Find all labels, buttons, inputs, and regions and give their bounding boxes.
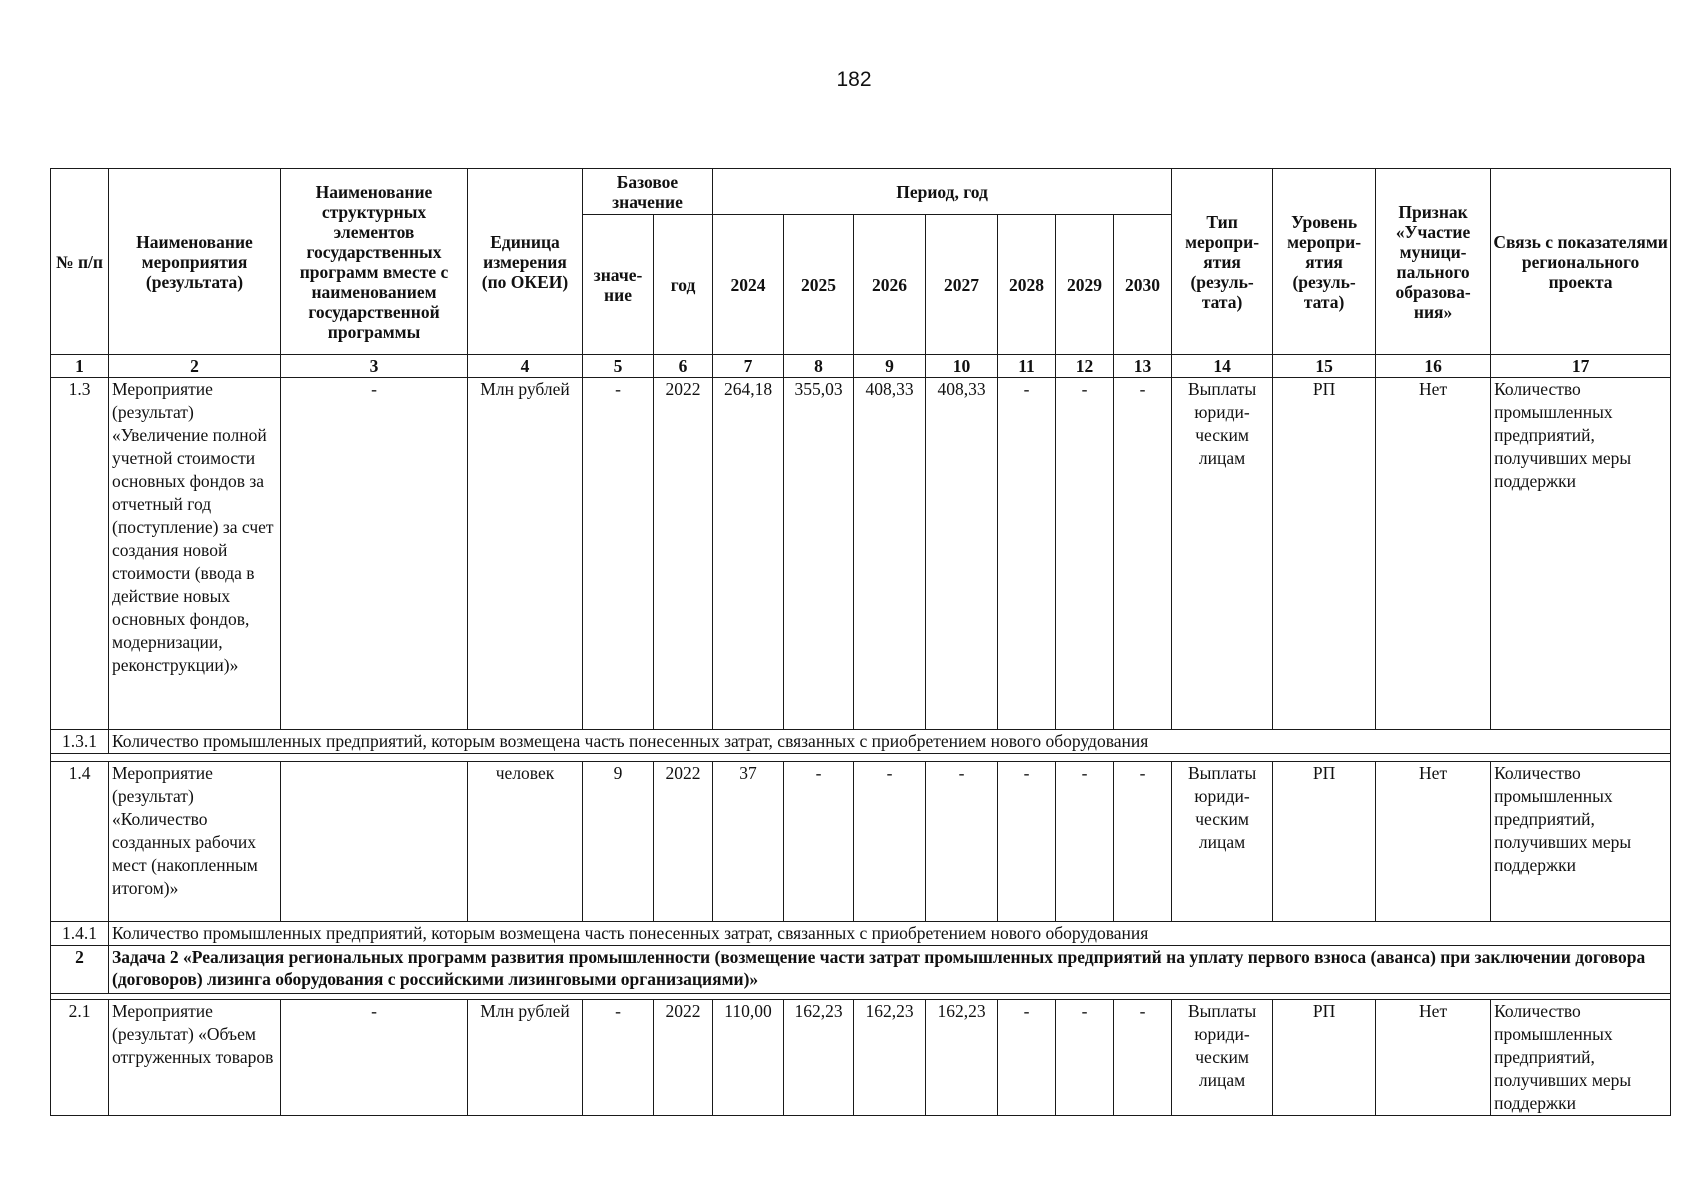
header-year-2027: 2027 (926, 215, 998, 355)
header-regional-project-link: Связь с показателями регионального проекта (1491, 169, 1671, 355)
table-row-1-4 (51, 762, 1671, 922)
value-2024: 37 (713, 762, 784, 922)
measure-name: Мероприятие (результат) «Увеличение полной учетной стоимости основных фондов за отчетный год (поступление) за счет создания новой стоимости (ввода в действие новых основных фондов, модернизации, реконструкции)» (109, 378, 281, 730)
measure-type: Выплаты юриди-ческим лицам (1172, 1000, 1273, 1116)
value-2029: - (1056, 1000, 1114, 1116)
measure-type: Выплаты юриди-ческим лицам (1172, 762, 1273, 922)
value-2027: 162,23 (926, 1000, 998, 1116)
column-number: 15 (1273, 355, 1376, 378)
header-base-value-value: значе-ние (583, 215, 654, 355)
value-2029: - (1056, 378, 1114, 730)
indicator-text: Количество промышленных предприятий, которым возмещена часть понесенных затрат, связанных с приобретением нового оборудования (109, 922, 1671, 946)
structural-element: - (281, 1000, 468, 1116)
row-number: 1.4 (51, 762, 109, 922)
table-spacer-row (51, 754, 1671, 762)
measure-type: Выплаты юриди-ческим лицам (1172, 378, 1273, 730)
base-value: 9 (583, 762, 654, 922)
value-2025: 355,03 (784, 378, 854, 730)
value-2025: 162,23 (784, 1000, 854, 1116)
row-number: 2.1 (51, 1000, 109, 1116)
header-base-value: Базовое значение (583, 169, 713, 215)
measures-table (50, 168, 1671, 1116)
header-year-2026: 2026 (854, 215, 926, 355)
unit: Млн рублей (468, 378, 583, 730)
base-value: - (583, 378, 654, 730)
header-municipal-participation: Признак «Участие муници-пального образова-ния» (1376, 169, 1491, 355)
column-number-row (51, 355, 1671, 378)
column-number: 5 (583, 355, 654, 378)
table-row-1-3-1 (51, 730, 1671, 754)
unit: человек (468, 762, 583, 922)
value-2028: - (998, 378, 1056, 730)
row-number: 1.3.1 (51, 730, 109, 754)
header-year-2024: 2024 (713, 215, 784, 355)
regional-project-link: Количество промышленных предприятий, получивших меры поддержки (1491, 1000, 1671, 1116)
value-2024: 264,18 (713, 378, 784, 730)
table-row-2-1 (51, 1000, 1671, 1116)
header-year-2030: 2030 (1114, 215, 1172, 355)
task-text: Задача 2 «Реализация региональных программ развития промышленности (возмещение части затрат промышленных предприятий на уплату первого взноса (аванса) при заключении договора (договоров) лизинга оборудования с российскими лизинговыми организациями)» (109, 946, 1671, 994)
unit: Млн рублей (468, 1000, 583, 1116)
value-2026: - (854, 762, 926, 922)
value-2030: - (1114, 762, 1172, 922)
measure-level: РП (1273, 378, 1376, 730)
row-number: 1.3 (51, 378, 109, 730)
column-number: 17 (1491, 355, 1671, 378)
measure-level: РП (1273, 762, 1376, 922)
measure-name: Мероприятие (результат) «Количество созданных рабочих мест (накопленным итогом)» (109, 762, 281, 922)
value-2025: - (784, 762, 854, 922)
header-no: № п/п (51, 169, 109, 355)
header-measure-name: Наименование мероприятия (результата) (109, 169, 281, 355)
column-number: 1 (51, 355, 109, 378)
base-year: 2022 (654, 762, 713, 922)
regional-project-link: Количество промышленных предприятий, получивших меры поддержки (1491, 378, 1671, 730)
row-number: 1.4.1 (51, 922, 109, 946)
value-2028: - (998, 762, 1056, 922)
header-period: Период, год (713, 169, 1172, 215)
header-year-2028: 2028 (998, 215, 1056, 355)
header-year-2029: 2029 (1056, 215, 1114, 355)
header-year-2025: 2025 (784, 215, 854, 355)
structural-element: - (281, 378, 468, 730)
base-year: 2022 (654, 378, 713, 730)
value-2030: - (1114, 378, 1172, 730)
table-row-1-3 (51, 378, 1671, 730)
header-measure-type: Тип меропри-ятия (резуль-тата) (1172, 169, 1273, 355)
regional-project-link: Количество промышленных предприятий, получивших меры поддержки (1491, 762, 1671, 922)
value-2028: - (998, 1000, 1056, 1116)
measure-level: РП (1273, 1000, 1376, 1116)
municipal-participation: Нет (1376, 378, 1491, 730)
value-2027: 408,33 (926, 378, 998, 730)
value-2024: 110,00 (713, 1000, 784, 1116)
table-row-task-2 (51, 946, 1671, 994)
indicator-text: Количество промышленных предприятий, которым возмещена часть понесенных затрат, связанных с приобретением нового оборудования (109, 730, 1671, 754)
column-number: 8 (784, 355, 854, 378)
base-value: - (583, 1000, 654, 1116)
value-2026: 408,33 (854, 378, 926, 730)
measure-name: Мероприятие (результат) «Объем отгруженных товаров (109, 1000, 281, 1116)
base-year: 2022 (654, 1000, 713, 1116)
value-2029: - (1056, 762, 1114, 922)
page-number: 182 (836, 68, 872, 91)
value-2030: - (1114, 1000, 1172, 1116)
value-2026: 162,23 (854, 1000, 926, 1116)
column-number: 9 (854, 355, 926, 378)
column-number: 6 (654, 355, 713, 378)
column-number: 4 (468, 355, 583, 378)
column-number: 10 (926, 355, 998, 378)
structural-element (281, 762, 468, 922)
table-row-1-4-1 (51, 922, 1671, 946)
column-number: 13 (1114, 355, 1172, 378)
municipal-participation: Нет (1376, 1000, 1491, 1116)
header-measure-level: Уровень меропри-ятия (резуль-тата) (1273, 169, 1376, 355)
column-number: 11 (998, 355, 1056, 378)
row-number: 2 (51, 946, 109, 994)
column-number: 16 (1376, 355, 1491, 378)
column-number: 2 (109, 355, 281, 378)
header-structural-elements: Наименование структурных элементов государственных программ вместе с наименованием государственной программы (281, 169, 468, 355)
value-2027: - (926, 762, 998, 922)
column-number: 3 (281, 355, 468, 378)
header-base-value-year: год (654, 215, 713, 355)
column-number: 12 (1056, 355, 1114, 378)
header-unit: Единица измерения (по ОКЕИ) (468, 169, 583, 355)
column-number: 14 (1172, 355, 1273, 378)
column-number: 7 (713, 355, 784, 378)
municipal-participation: Нет (1376, 762, 1491, 922)
